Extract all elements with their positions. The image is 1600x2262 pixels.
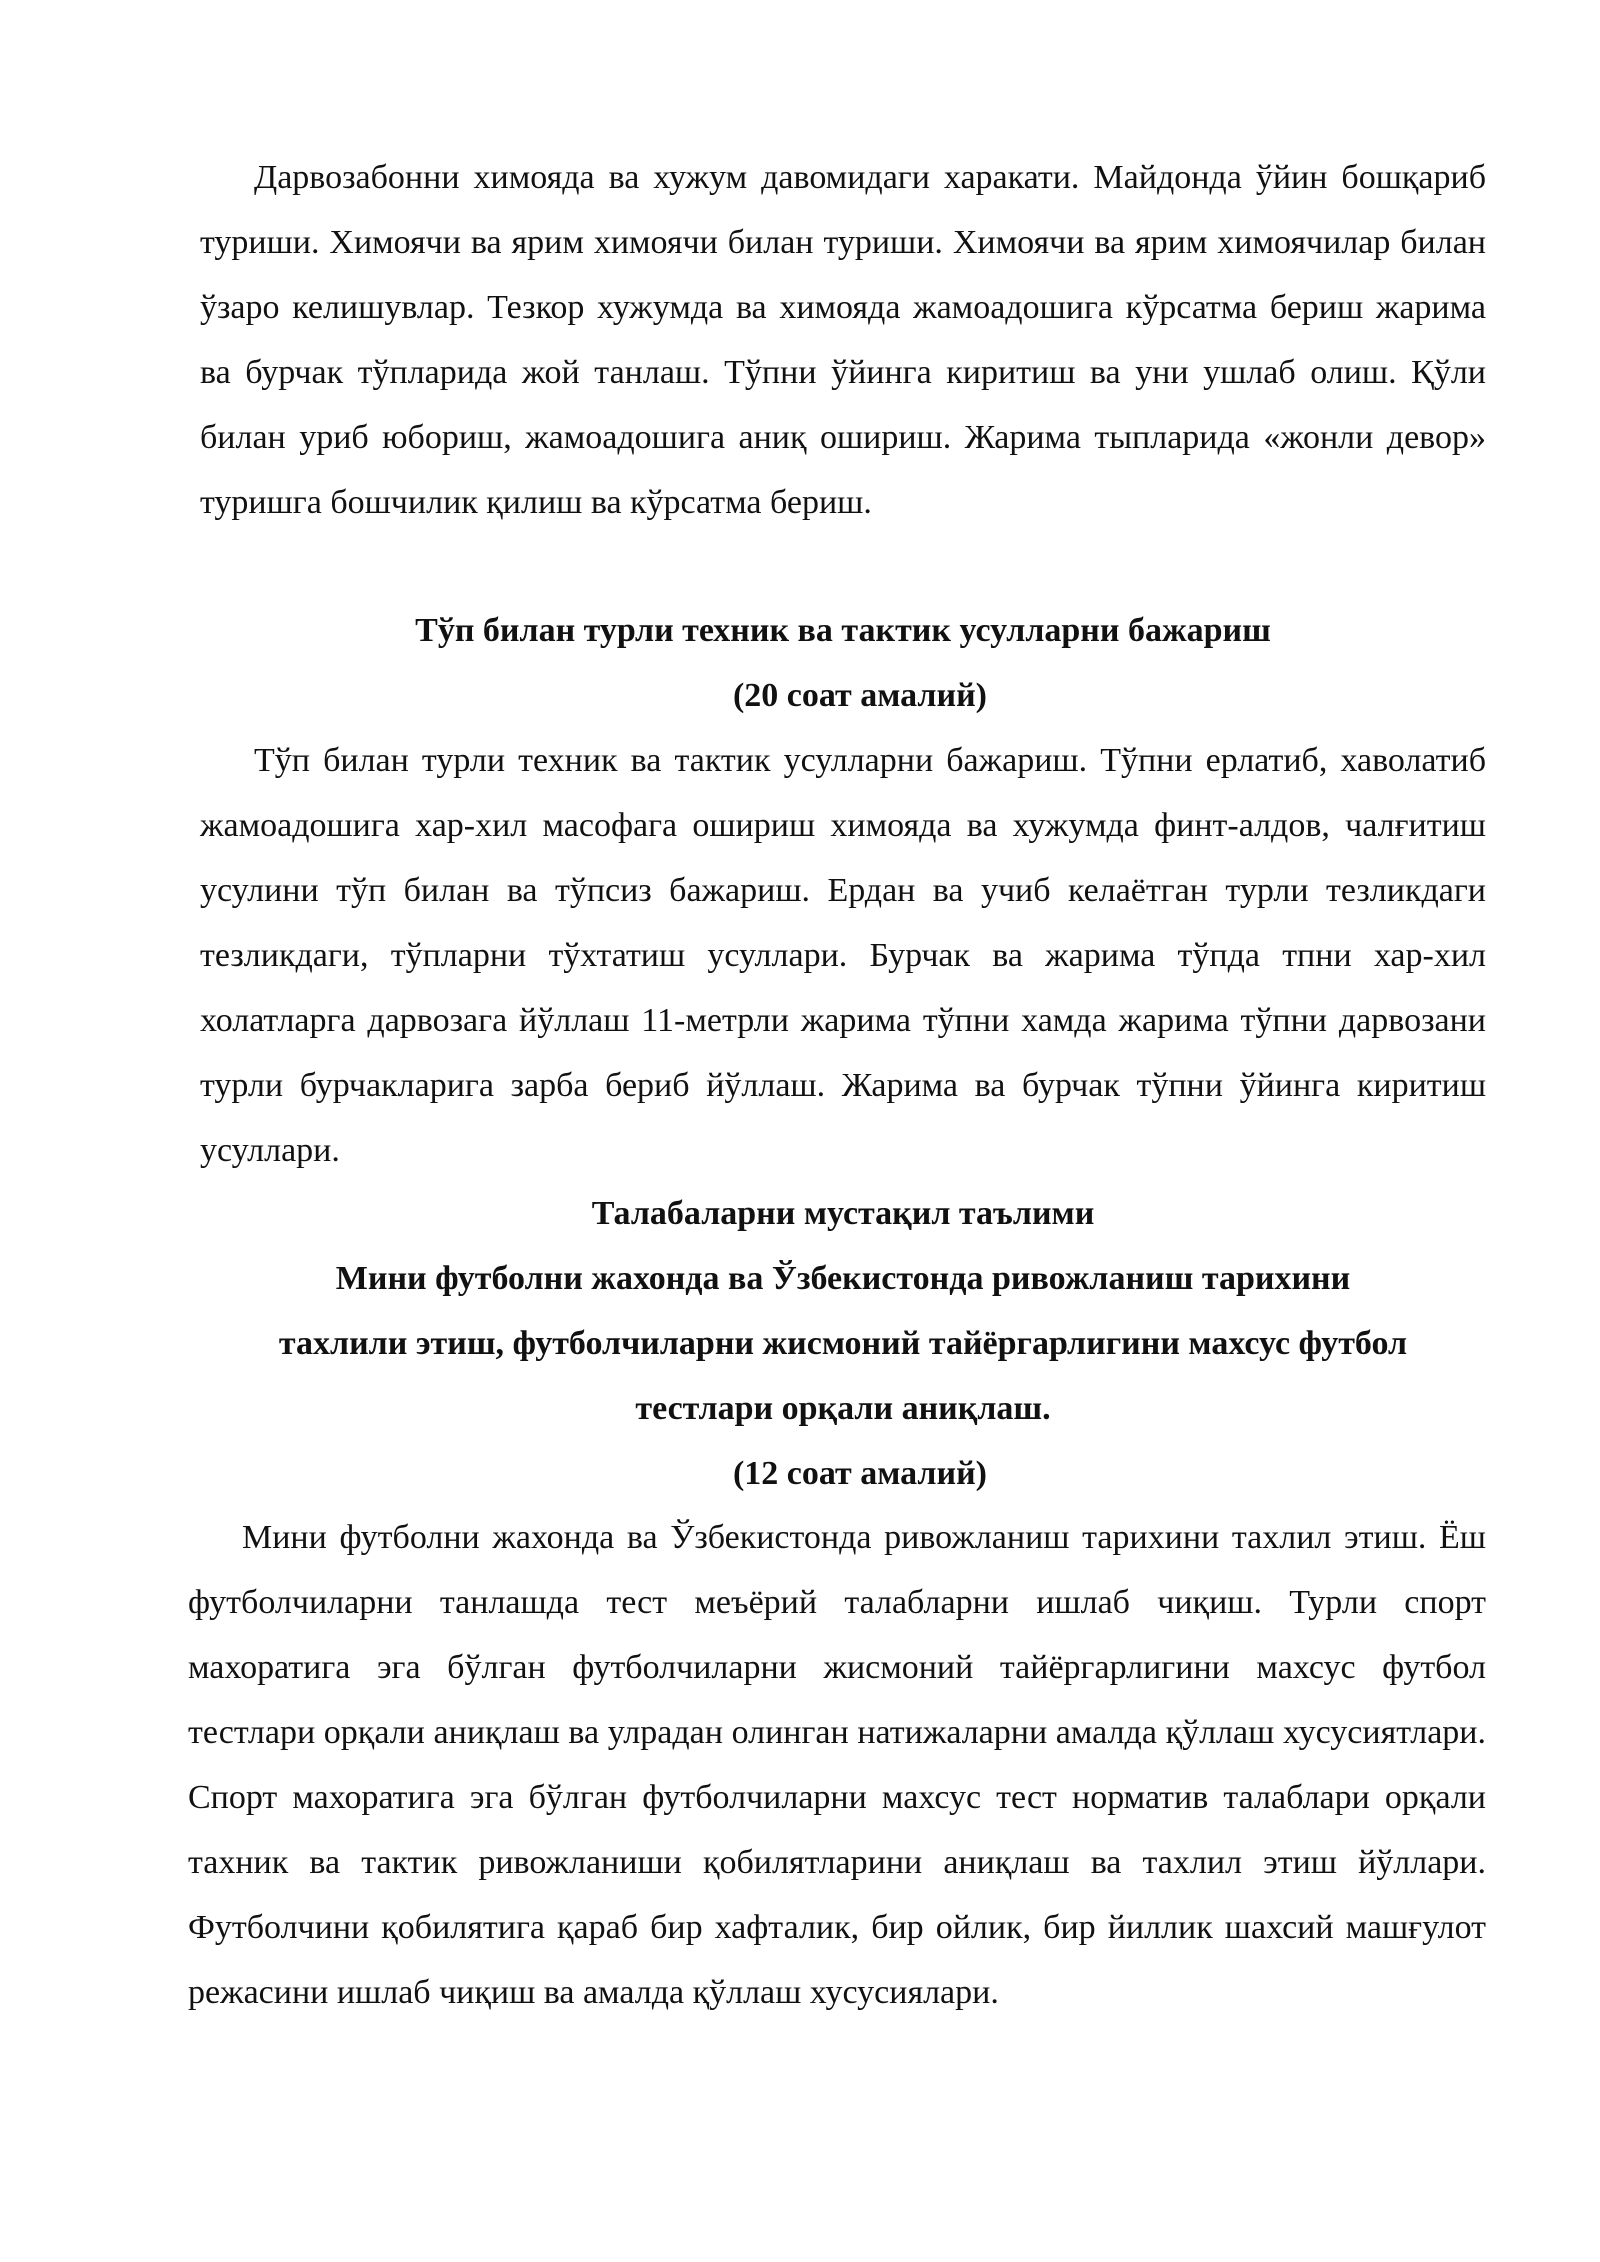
section-heading-ball-techniques — [200, 598, 1486, 728]
section-title-line-3: тестлари орқали аниқлаш. — [635, 1390, 1051, 1427]
section-title: Тўп билан турли техник ва тактик усулларни бажариш — [415, 612, 1271, 649]
section-title-line-2: тахлили этиш, футболчиларни жисмоний тайёргарлигини махсус футбол — [278, 1325, 1408, 1362]
section-hours: (20 соат амалий) — [732, 677, 988, 714]
paragraph-ball-techniques: Тўп билан турли техник ва тактик усулларни бажариш. Тўпни ерлатиб, хаволатиб жамоадошига хар-хил масофага ошириш химояда ва хужумда финт-алдов, чалғитиш усулини тўп билан ва тўпсиз бажариш. Ердан ва учиб келаётган турли тезликдаги тезликдаги, тўпларни тўхтатиш усуллари. Бурчак ва жарима тўпда тпни хар-хил холатларга дарвозага йўллаш 11-метрли жарима тўпни хамда жарима тўпни дарвозани турли бурчакларига зарба бериб йўллаш. Жарима ва бурчак тўпни ўйинга киритиш усуллари. — [200, 742, 1486, 1169]
section-hours: (12 соат амалий) — [732, 1455, 988, 1492]
paragraph-goalkeeper-actions: Дарвозабонни химояда ва хужум давомидаги харакати. Майдонда ўйин бошқариб туриши. Химоячи ва ярим химоячи билан туриши. Химоячи ва ярим химоячилар билан ўзаро келишувлар. Тезкор хужумда ва химояда жамоадошига кўрсатма бериш жарима ва бурчак тўпларида жой танлаш. Тўпни ўйинга киритиш ва уни ушлаб олиш. Қўли билан уриб юбориш, жамоадошига аниқ ошириш. Жарима тыпларида «жонли девор» туришга бошчилик қилиш ва кўрсатма бериш. — [200, 159, 1486, 521]
section-heading-independent-study — [200, 1181, 1486, 1506]
section-label: Талабаларни мустақил таълими — [591, 1195, 1095, 1232]
paragraph-mini-football-history: Мини футболни жахонда ва Ўзбекистонда ривожланиш тарихини тахлил этиш. Ёш футболчиларни танлашда тест меъёрий талабларни ишлаб чиқиш. Турли спорт махоратига эга бўлган футболчиларни жисмоний тайёргарлигини махсус футбол тестлари орқали аниқлаш ва улрадан олинган натижаларни амалда қўллаш хусусиятлари. Спорт махоратига эга бўлган футболчиларни махсус тест норматив талаблари орқали тахник ва тактик ривожланиши қобилятларини аниқлаш ва тахлил этиш йўллари. Футболчини қобилятига қараб бир хафталик, бир ойлик, бир йиллик шахсий машғулот режасини ишлаб чиқиш ва амалда қўллаш хусусиялари. — [188, 1519, 1486, 2011]
section-title-line-1: Мини футболни жахонда ва Ўзбекистонда ривожланиш тарихини — [335, 1260, 1351, 1297]
